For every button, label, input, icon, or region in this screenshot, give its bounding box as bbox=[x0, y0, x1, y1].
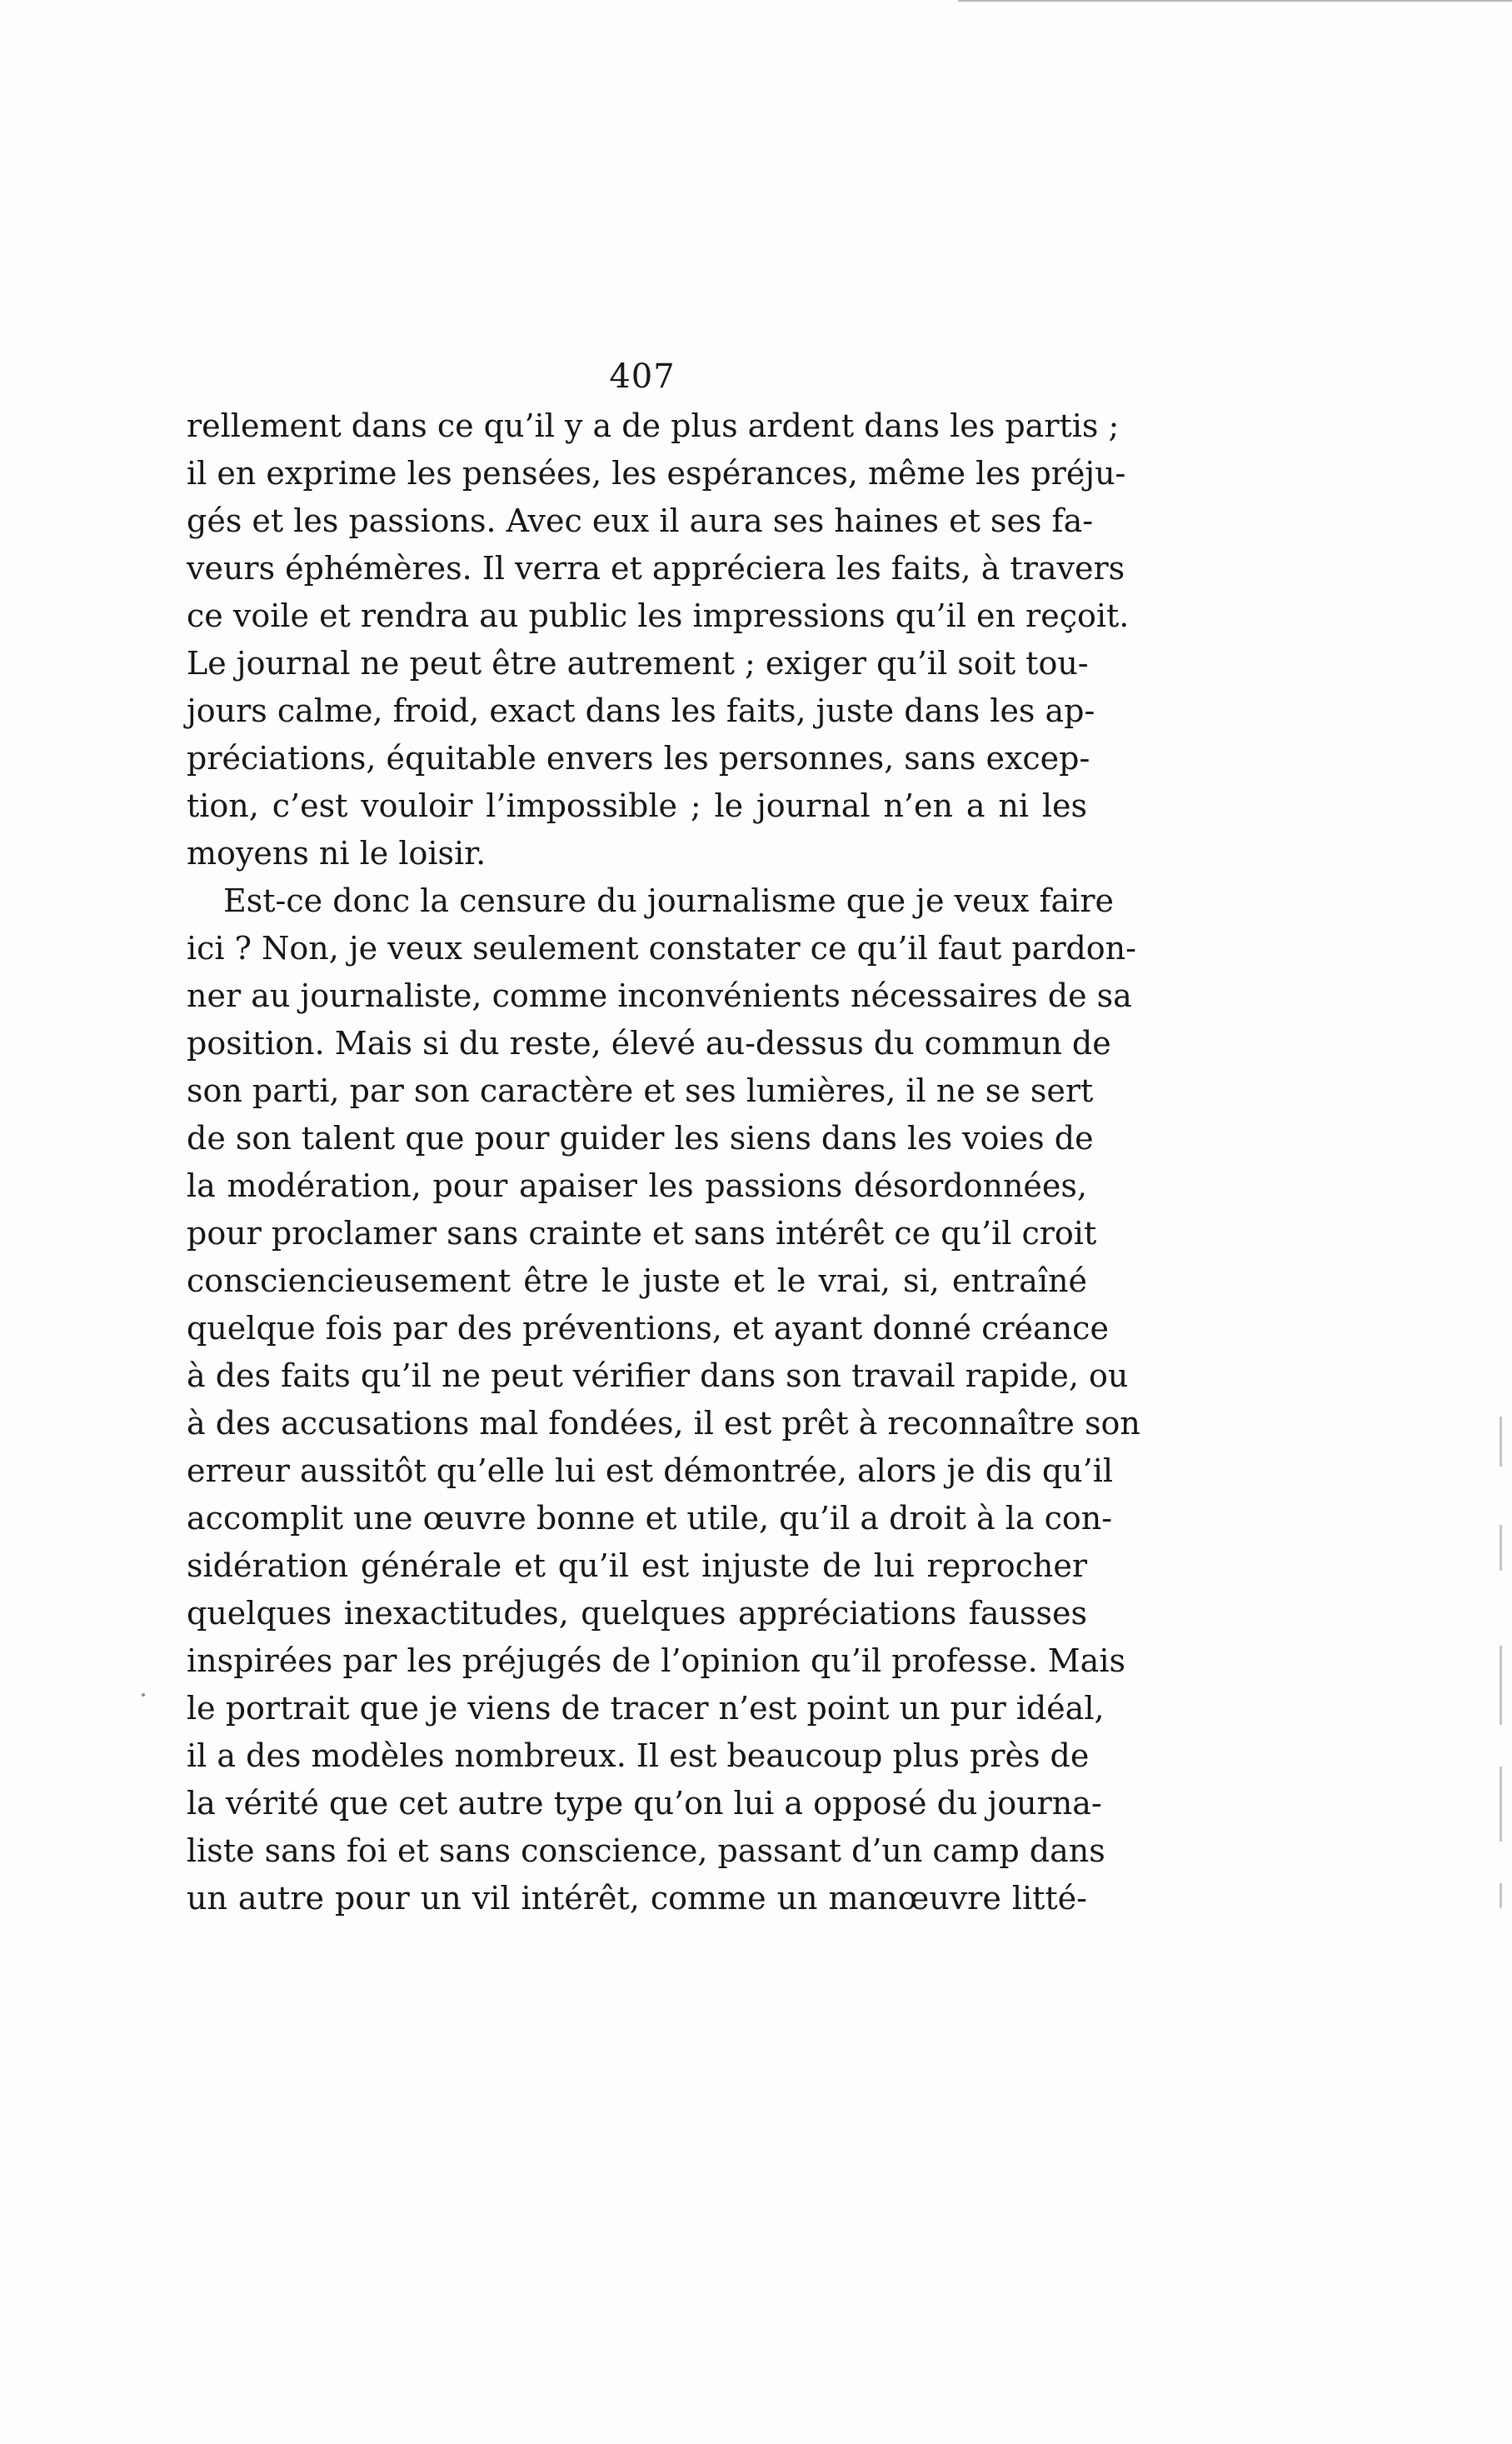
text-line: consciencieusement être le juste et le vrai, si, entraîné bbox=[187, 1262, 1087, 1299]
text-line: son parti, par son caractère et ses lumières, il ne se sert bbox=[187, 1072, 1094, 1109]
text-line: il en exprime les pensées, les espérances, même les préju- bbox=[187, 455, 1126, 492]
text-line: position. Mais si du reste, élevé au-dessus du commun de bbox=[187, 1025, 1111, 1062]
text-line: de son talent que pour guider les siens dans les voies de bbox=[187, 1120, 1094, 1157]
text-line: sidération générale et qu’il est injuste de lui reprocher bbox=[187, 1547, 1087, 1584]
text-line: accomplit une œuvre bonne et utile, qu’il a droit à la con- bbox=[187, 1500, 1113, 1537]
text-line: liste sans foi et sans conscience, passant d’un camp dans bbox=[187, 1832, 1105, 1869]
page-number: 407 bbox=[609, 357, 676, 396]
text-line: ce voile et rendra au public les impressions qu’il en reçoit. bbox=[187, 597, 1130, 634]
text-line: inspirées par les préjugés de l’opinion qu’il professe. Mais bbox=[187, 1642, 1125, 1679]
text-line: quelques inexactitudes, quelques appréciations fausses bbox=[187, 1595, 1087, 1632]
body-text bbox=[187, 402, 1140, 1922]
text-line: tion, c’est vouloir l’impossible ; le journal n’en a ni les bbox=[187, 787, 1087, 824]
text-line: ner au journaliste, comme inconvénients nécessaires de sa bbox=[187, 977, 1132, 1014]
margin-mark bbox=[1500, 1883, 1502, 1908]
text-line: pour proclamer sans crainte et sans intérêt ce qu’il croit bbox=[187, 1215, 1097, 1252]
text-line: préciations, équitable envers les personnes, sans excep- bbox=[187, 740, 1090, 777]
margin-mark bbox=[1500, 1417, 1502, 1467]
text-line: quelque fois par des préventions, et ayant donné créance bbox=[187, 1310, 1109, 1347]
text-line: il a des modèles nombreux. Il est beaucoup plus près de bbox=[187, 1737, 1090, 1774]
text-line: Le journal ne peut être autrement ; exiger qu’il soit tou- bbox=[187, 645, 1089, 682]
ink-speck bbox=[142, 1693, 145, 1697]
page-edge-rule bbox=[958, 0, 1512, 2]
margin-mark bbox=[1500, 1525, 1502, 1571]
text-line: la modération, pour apaiser les passions désordonnées, bbox=[187, 1167, 1087, 1204]
text-line: le portrait que je viens de tracer n’est point un pur idéal, bbox=[187, 1690, 1105, 1727]
text-line: erreur aussitôt qu’elle lui est démontrée, alors je dis qu’il bbox=[187, 1452, 1114, 1489]
text-line: rellement dans ce qu’il y a de plus ardent dans les partis ; bbox=[187, 407, 1120, 444]
text-line: gés et les passions. Avec eux il aura ses haines et ses fa- bbox=[187, 502, 1094, 539]
margin-mark bbox=[1500, 1646, 1502, 1725]
text-line: veurs éphémères. Il verra et appréciera les faits, à travers bbox=[187, 550, 1125, 587]
text-line: ici ? Non, je veux seulement constater ce qu’il faut pardon- bbox=[187, 930, 1136, 967]
margin-mark bbox=[1500, 1767, 1502, 1842]
text-line: jours calme, froid, exact dans les faits, juste dans les ap- bbox=[187, 692, 1095, 729]
text-line: Est-ce donc la censure du journalisme que je veux faire bbox=[223, 882, 1114, 919]
text-line: moyens ni le loisir. bbox=[187, 835, 487, 872]
text-line: un autre pour un vil intérêt, comme un manœuvre litté- bbox=[187, 1880, 1087, 1917]
text-line: à des accusations mal fondées, il est prêt à reconnaître son bbox=[187, 1405, 1140, 1442]
text-line: la vérité que cet autre type qu’on lui a opposé du journa- bbox=[187, 1785, 1102, 1822]
text-line: à des faits qu’il ne peut vérifier dans son travail rapide, ou bbox=[187, 1357, 1129, 1394]
